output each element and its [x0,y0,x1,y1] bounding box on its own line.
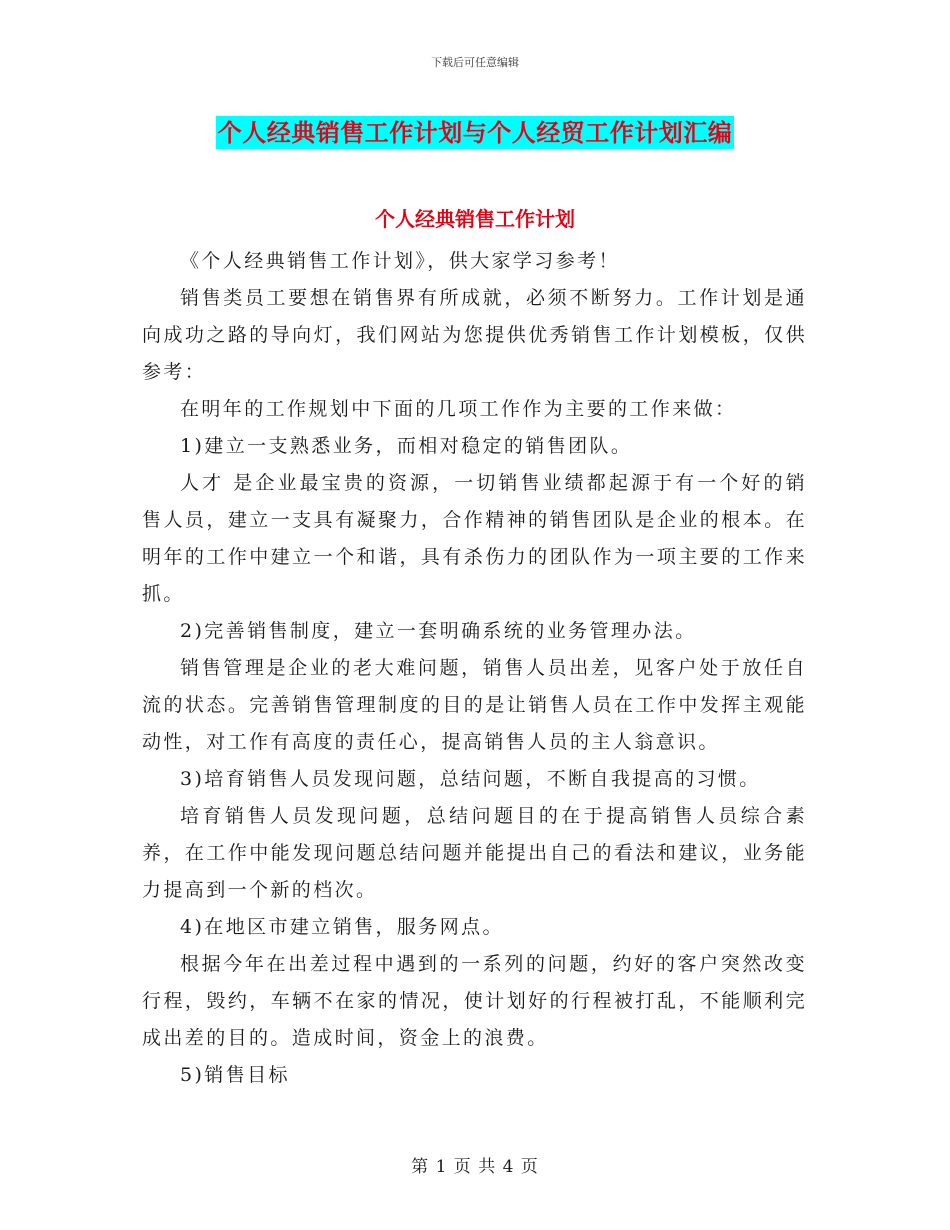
paragraph: 《个人经典销售工作计划》，供大家学习参考！ [180,250,620,272]
paragraph: 人才 是企业最宝贵的资源，一切销售业绩都起源于有一个好的销售人员，建立一支具有凝聚力，合作精神的销售团队是企业的根本。在明年的工作中建立一个和谐，具有杀伤力的团队作为一项主要的工作来抓。 [142,472,807,605]
document-title [0,113,950,148]
list-heading: 4)在地区市建立销售，服务网点。 [180,916,504,938]
document-title-text: 个人经典销售工作计划与个人经贸工作计划汇编 [217,118,733,147]
list-heading: 1)建立一支熟悉业务，而相对稳定的销售团队。 [180,435,633,457]
paragraph: 根据今年在出差过程中遇到的一系列的问题，约好的客户突然改变行程，毁约，车辆不在家的情况，使计划好的行程被打乱，不能顺利完成出差的目的。造成时间，资金上的浪费。 [142,953,807,1049]
page-header-note: 下载后可任意编辑 [431,56,519,69]
page-footer: 第 1 页 共 4 页 [411,1157,539,1177]
list-heading: 3)培育销售人员发现问题，总结问题，不断自我提高的习惯。 [180,768,761,790]
section-title: 个人经典销售工作计划 [375,207,575,231]
list-heading: 5)销售目标 [180,1064,290,1086]
list-heading: 2)完善销售制度，建立一套明确系统的业务管理办法。 [180,620,697,642]
document-body [142,243,807,1094]
paragraph: 在明年的工作规划中下面的几项工作作为主要的工作来做： [180,398,737,420]
paragraph: 培育销售人员发现问题，总结问题目的在于提高销售人员综合素养，在工作中能发现问题总结问题并能提出自己的看法和建议，业务能力提高到一个新的档次。 [142,805,807,901]
paragraph: 销售管理是企业的老大难问题，销售人员出差，见客户处于放任自流的状态。完善销售管理制度的目的是让销售人员在工作中发挥主观能动性，对工作有高度的责任心，提高销售人员的主人翁意识。 [142,657,807,753]
paragraph: 销售类员工要想在销售界有所成就，必须不断努力。工作计划是通向成功之路的导向灯，我们网站为您提供优秀销售工作计划模板，仅供参考： [142,287,807,383]
